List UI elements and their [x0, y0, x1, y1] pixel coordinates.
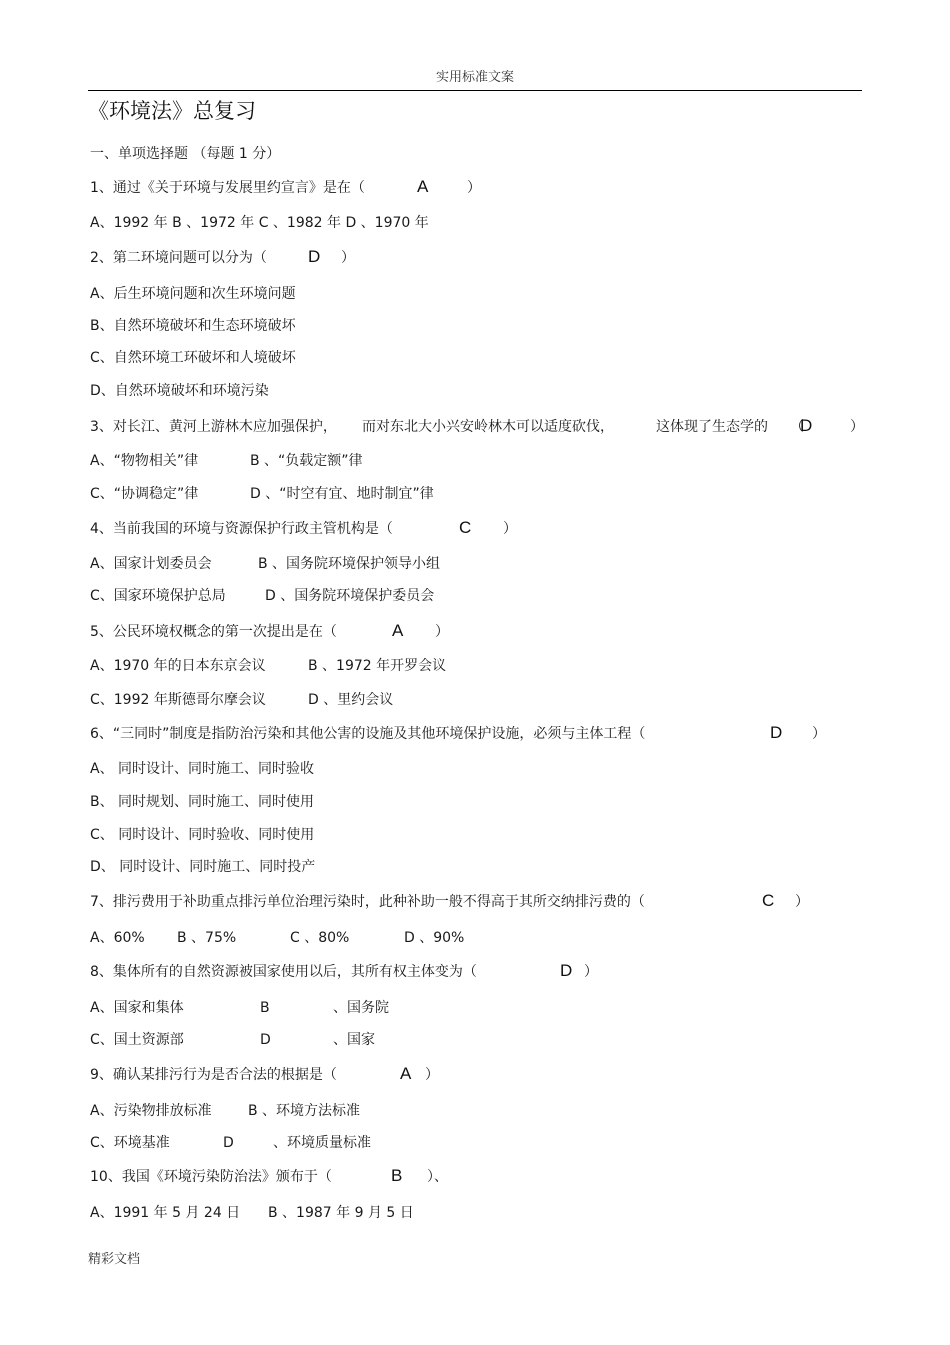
header-rule — [88, 90, 862, 91]
question-stem: 3、对长江、黄河上游林木应加强保护， — [90, 419, 337, 435]
option-d: D、 同时设计、同时施工、同时投产 — [90, 859, 316, 875]
question-stem: 1、通过《关于环境与发展里约宣言》是在（ — [90, 180, 365, 196]
question-5: 5、公民环境权概念的第一次提出是在（ A ） — [90, 621, 449, 640]
question-7: 7、排污费用于补助重点排污单位治理污染时，此种补助一般不得高于其所交纳排污费的（ C ） — [90, 891, 809, 910]
document-title: 《环境法》总复习 — [88, 99, 256, 123]
answer: C — [459, 518, 472, 537]
answer: A — [392, 621, 404, 640]
option-c: C、自然环境工环破坏和人境破坏 — [90, 350, 296, 366]
option-a: A、 同时设计、同时施工、同时验收 — [90, 761, 315, 777]
answer: D — [308, 247, 321, 266]
option-line: A、1992 年 B 、1972 年 C 、1982 年 D 、1970 年 — [90, 215, 429, 231]
question-9: 9、确认某排污行为是否合法的根据是（ A ） — [90, 1064, 439, 1083]
answer: A — [400, 1064, 412, 1083]
option-c: C、 同时设计、同时验收、同时使用 — [90, 827, 315, 843]
question-stem: 6、“三同时”制度是指防治污染和其他公害的设施及其他环境保护设施，必须与主体工程（ — [90, 726, 646, 742]
question-stem: 5、公民环境权概念的第一次提出是在（ — [90, 624, 337, 640]
question-8: 8、集体所有的自然资源被国家使用以后，其所有权主体变为（ D ） — [90, 961, 598, 980]
question-stem: 9、确认某排污行为是否合法的根据是（ — [90, 1067, 337, 1083]
answer: D — [800, 416, 813, 435]
question-10: 10、我国《环境污染防治法》颁布于（ B ）、 — [90, 1166, 448, 1185]
page-header: 实用标准文案 — [435, 70, 514, 85]
section-heading: 一、单项选择题 （每题 1 分） — [90, 146, 281, 162]
question-3: 3、对长江、黄河上游林木应加强保护， 而对东北大小兴安岭林木可以适度砍伐， 这体现了生态学的 （ D ） — [90, 416, 864, 435]
question-stem: 4、当前我国的环境与资源保护行政主管机构是（ — [90, 521, 393, 537]
option-b: B、 同时规划、同时施工、同时使用 — [90, 794, 315, 810]
question-stem: 7、排污费用于补助重点排污单位治理污染时，此种补助一般不得高于其所交纳排污费的（ — [90, 894, 645, 910]
question-stem: 10、我国《环境污染防治法》颁布于（ — [90, 1169, 332, 1185]
question-4: 4、当前我国的环境与资源保护行政主管机构是（ C ） — [90, 518, 517, 537]
option-a: A、后生环境问题和次生环境问题 — [90, 286, 296, 302]
question-stem: 8、集体所有的自然资源被国家使用以后，其所有权主体变为（ — [90, 964, 477, 980]
answer: D — [560, 961, 573, 980]
option-d: D、自然环境破坏和环境污染 — [90, 383, 269, 399]
question-2: 2、第二环境问题可以分为（ D ） — [90, 247, 355, 266]
question-1: 1、通过《关于环境与发展里约宣言》是在（ A ） — [90, 177, 481, 196]
page-footer: 精彩文档 — [88, 1252, 141, 1267]
question-stem: 2、第二环境问题可以分为（ — [90, 250, 267, 266]
answer: C — [762, 891, 775, 910]
answer: A — [417, 177, 429, 196]
answer: D — [770, 723, 783, 742]
answer: B — [391, 1166, 403, 1185]
option-b: B、自然环境破坏和生态环境破坏 — [90, 318, 296, 334]
question-6: 6、“三同时”制度是指防治污染和其他公害的设施及其他环境保护设施，必须与主体工程（ D ） — [90, 723, 826, 742]
